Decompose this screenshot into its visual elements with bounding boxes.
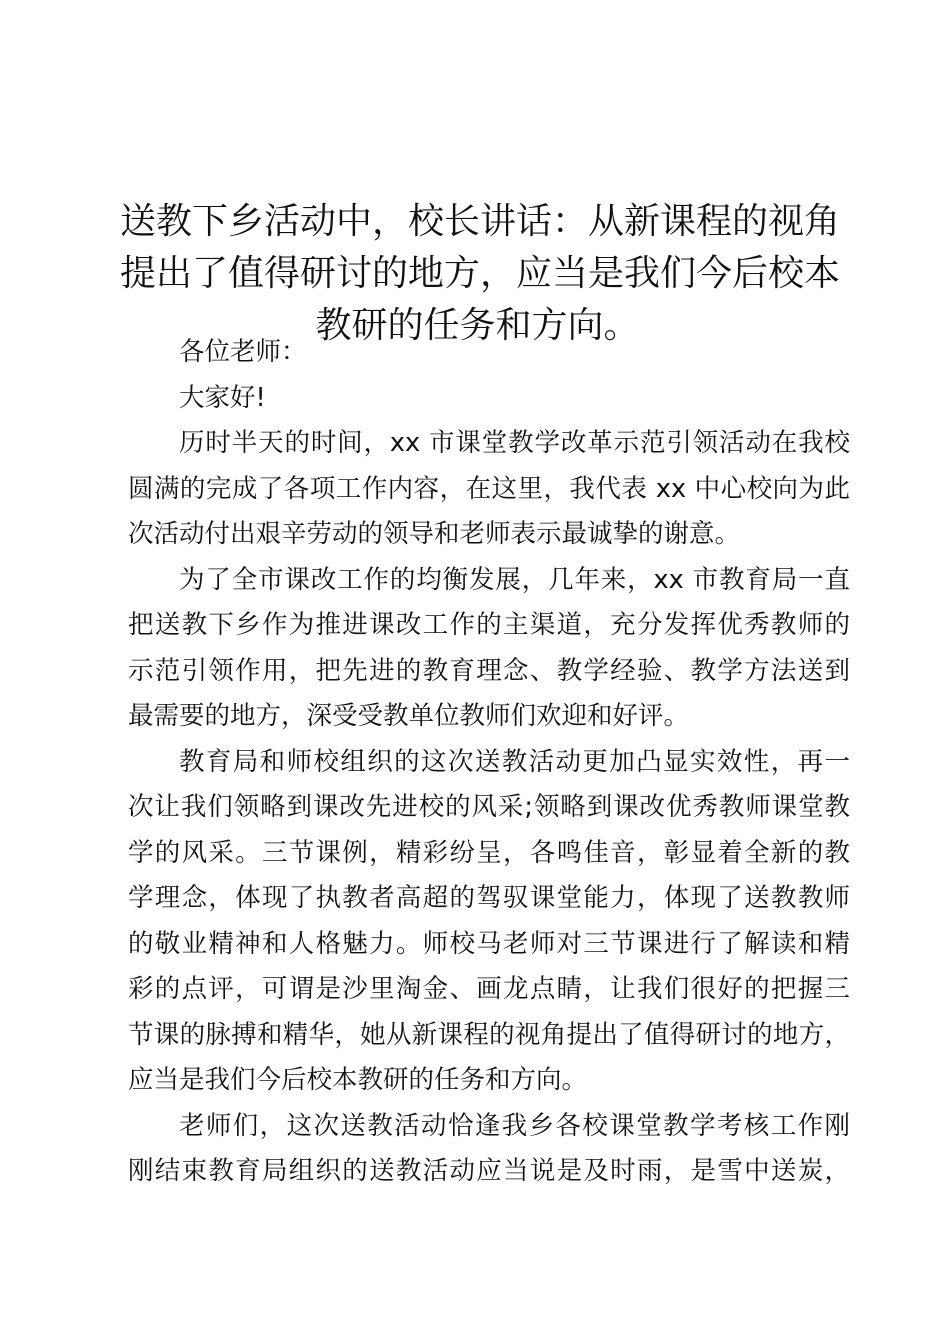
paragraph-line: 学的风采。三节课例，精彩纷呈，各鸣佳音，彰显着全新的教 <box>128 837 850 868</box>
paragraph-line: 最需要的地方，深受受教单位教师们欢迎和好评。 <box>128 701 690 731</box>
paragraph-1 <box>128 421 850 558</box>
paragraph-line: 应当是我们今后校本教研的任务和方向。 <box>128 1065 588 1095</box>
greeting <box>128 376 850 422</box>
paragraph-line: 刚结束教育局组织的送教活动应当说是及时雨，是雪中送炭， <box>128 1156 850 1186</box>
greeting-text: 大家好! <box>179 382 266 413</box>
paragraph-line: 的敬业精神和人格魅力。师校马老师对三节课进行了解读和精 <box>128 928 850 959</box>
title-line: 教研的任务和方向。 <box>315 305 640 347</box>
document-title <box>120 196 841 352</box>
paragraph-line: 次让我们领略到课改先进校的风采;领略到课改优秀教师课堂教 <box>128 792 850 822</box>
paragraph-line: 节课的脉搏和精华，她从新课程的视角提出了值得研讨的地方， <box>128 1019 850 1050</box>
paragraph-line: 学理念，体现了执教者高超的驾驭课堂能力，体现了送教教师 <box>128 883 850 913</box>
paragraph-line: 历时半天的时间，xx 市课堂教学改革示范引领活动在我校 <box>179 428 850 458</box>
paragraph-line: 彩的点评，可谓是沙里淘金、画龙点睛，让我们很好的把握三 <box>128 974 850 1004</box>
paragraph-line: 把送教下乡作为推进课改工作的主渠道，充分发挥优秀教师的 <box>128 610 850 640</box>
salutation-text: 各位老师： <box>179 337 307 367</box>
salutation <box>128 330 850 376</box>
document-body <box>128 330 850 1195</box>
title-line: 送教下乡活动中，校长讲话：从新课程的视角 <box>120 201 841 243</box>
paragraph-2 <box>128 558 850 740</box>
paragraph-4 <box>128 1104 850 1195</box>
paragraph-line: 教育局和师校组织的这次送教活动更加凸显实效性，再一 <box>179 746 850 777</box>
paragraph-3 <box>128 740 850 1104</box>
paragraph-line: 为了全市课改工作的均衡发展，几年来，xx 市教育局一直 <box>179 564 850 595</box>
title-line: 提出了值得研讨的地方，应当是我们今后校本 <box>120 253 841 295</box>
paragraph-line: 圆满的完成了各项工作内容，在这里，我代表 xx 中心校向为此 <box>128 473 850 504</box>
paragraph-line: 示范引领作用，把先进的教育理念、教学经验、教学方法送到 <box>128 655 850 686</box>
paragraph-line: 次活动付出艰辛劳动的领导和老师表示最诚挚的谢意。 <box>128 519 741 549</box>
paragraph-line: 老师们，这次送教活动恰逢我乡各校课堂教学考核工作刚 <box>179 1110 850 1141</box>
